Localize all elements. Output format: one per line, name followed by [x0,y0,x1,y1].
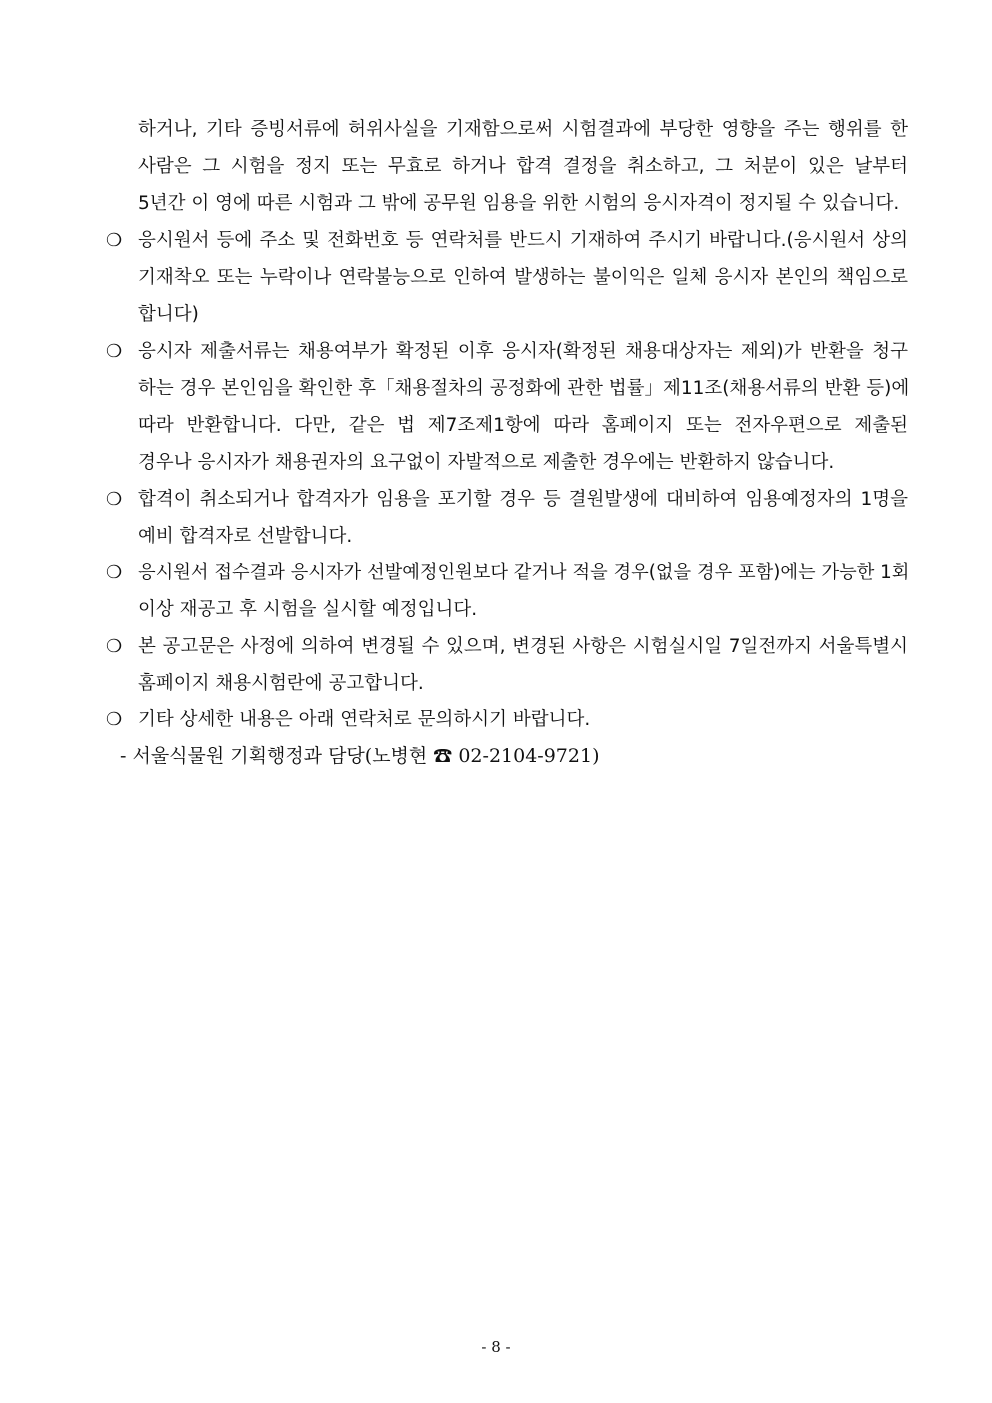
item-2-line-3: 따라 반환합니다. 다만, 같은 법 제7조제1항에 따라 홈페이지 또는 전자우편으로 제출된 [138,415,908,436]
item-4-line-2: 이상 재공고 후 시험을 실시할 예정입니다. [138,599,478,620]
item-3-line-2: 예비 합격자로 선발합니다. [138,526,353,547]
item-4-line-1: 응시원서 접수결과 응시자가 선발예정인원보다 같거나 적을 경우(없을 경우 포함)에는 가능한 1회 [138,562,910,583]
item-6-line-1: 기타 상세한 내용은 아래 연락처로 문의하시기 바랍니다. [138,709,591,730]
continuation-line-3: 5년간 이 영에 따른 시험과 그 밖에 공무원 임용을 위한 시험의 응시자격이 정지될 수 있습니다. [138,193,900,214]
continuation-line-2: 사람은 그 시험을 정지 또는 무효로 하거나 합격 결정을 취소하고, 그 처분이 있은 날부터 [138,156,908,177]
bullet-icon: ❍ [106,489,123,510]
item-3-line-1: 합격이 취소되거나 합격자가 임용을 포기할 경우 등 결원발생에 대비하여 임용예정자의 1명을 [138,489,908,510]
bullet-icon: ❍ [106,636,123,657]
item-2-line-4: 경우나 응시자가 채용권자의 요구없이 자발적으로 제출한 경우에는 반환하지 않습니다. [138,452,835,473]
item-5-line-1: 본 공고문은 사정에 의하여 변경될 수 있으며, 변경된 사항은 시험실시일 7일전까지 서울특별시 [138,636,908,657]
item-2-line-2: 하는 경우 본인임을 확인한 후「채용절차의 공정화에 관한 법률」제11조(채용서류의 반환 등)에 [138,378,910,399]
item-1-line-3: 합니다) [138,304,199,325]
item-1-line-1: 응시원서 등에 주소 및 전화번호 등 연락처를 반드시 기재하여 주시기 바랍니다.(응시원서 상의 [138,230,908,251]
item-5-line-2: 홈페이지 채용시험란에 공고합니다. [138,673,424,694]
continuation-line-1: 하거나, 기타 증빙서류에 허위사실을 기재함으로써 시험결과에 부당한 영향을 주는 행위를 한 [138,119,908,140]
page-number: - 8 - [481,1338,511,1356]
bullet-icon: ❍ [106,562,123,583]
bullet-icon: ❍ [106,341,123,362]
bullet-icon: ❍ [106,230,123,251]
contact-info: - 서울식물원 기획행정과 담당(노병현 ☎ 02-2104-9721) [120,745,600,767]
bullet-icon: ❍ [106,709,123,730]
item-1-line-2: 기재착오 또는 누락이나 연락불능으로 인하여 발생하는 불이익은 일체 응시자 본인의 책임으로 [138,267,908,288]
item-2-line-1: 응시자 제출서류는 채용여부가 확정된 이후 응시자(확정된 채용대상자는 제외)가 반환을 청구 [138,341,908,362]
